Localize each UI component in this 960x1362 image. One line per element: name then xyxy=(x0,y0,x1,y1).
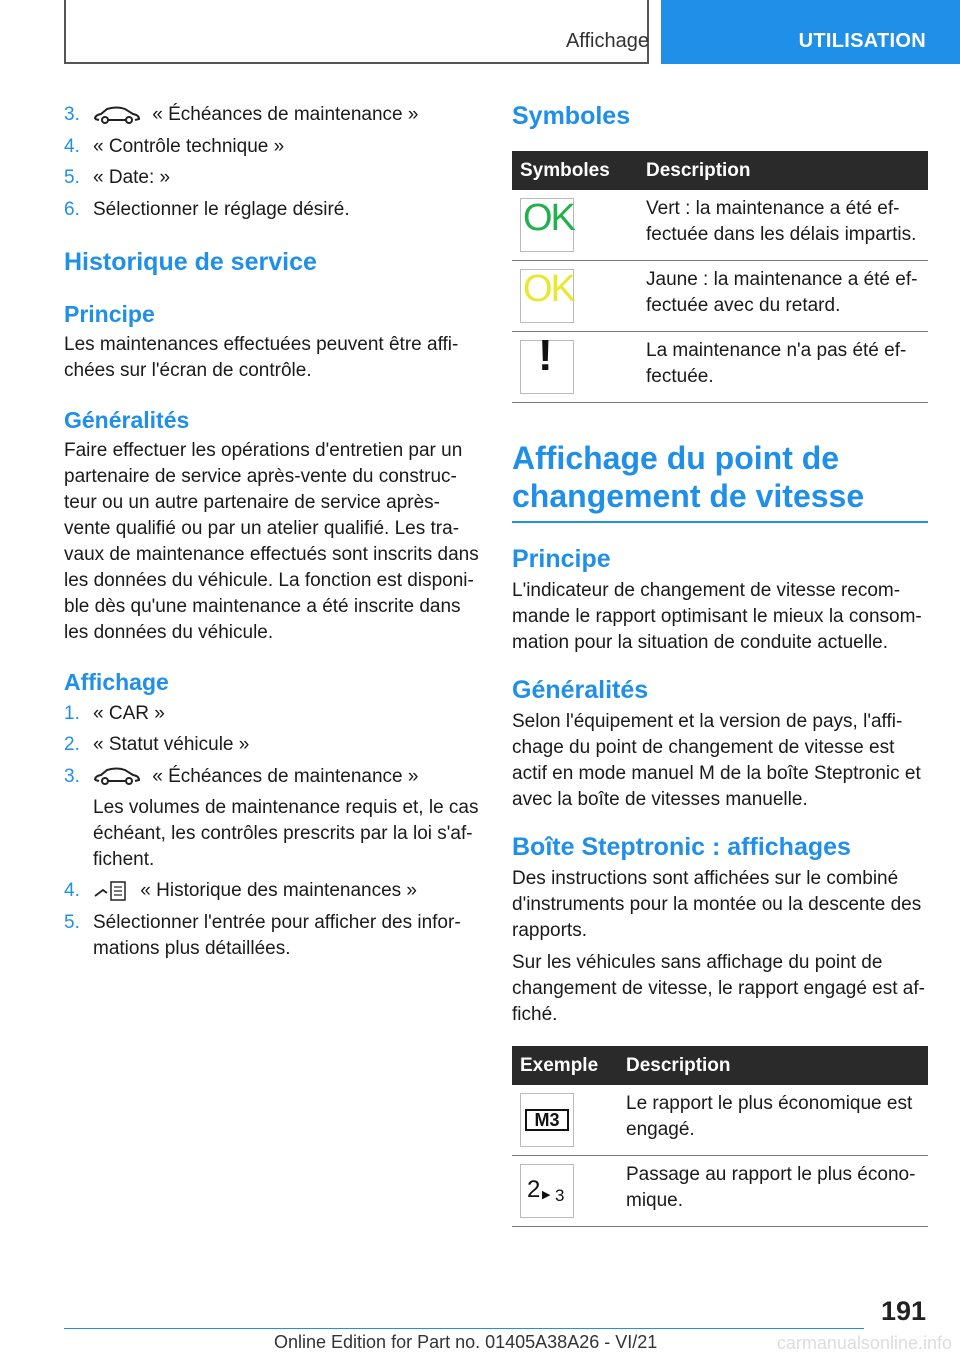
gear-example-table xyxy=(512,1046,928,1227)
list-item: 5. « Date: » xyxy=(64,167,171,188)
right-column xyxy=(512,102,928,1227)
ok-green-icon: OK xyxy=(520,198,574,252)
footer-divider xyxy=(64,1328,864,1329)
subsection-title-generalites: Généralités xyxy=(512,676,649,704)
table-cell: La maintenance n'a pas été ef-fectuée. xyxy=(638,332,928,403)
table-cell: Le rapport le plus économique est engagé. xyxy=(618,1085,928,1156)
table-row xyxy=(512,190,928,261)
watermark: carmanualsonline.info xyxy=(776,1333,952,1353)
header-chapter-label: UTILISATION xyxy=(798,30,926,52)
table-row xyxy=(512,1156,928,1227)
car-icon xyxy=(93,766,141,786)
steptronic-paragraph-1: Des instructions sont affichées sur le combiné d'instruments pour la montée ou la descente des rapports. xyxy=(512,868,922,941)
list-item: 3. « Échéances de maintenance » Les volumes de maintenance requis et, le cas échéant, les contrôles prescrits par la loi s'af-fichent. xyxy=(64,764,482,873)
gear-shift-icon: 2 ▶ 3 xyxy=(520,1164,574,1218)
table-header: Description xyxy=(618,1046,928,1085)
table-header: Exemple xyxy=(512,1046,618,1085)
table-header: Symboles xyxy=(512,151,638,190)
exclamation-icon: ! xyxy=(520,340,574,394)
maintenance-steps-list xyxy=(64,102,482,223)
subsection-title-generalites: Généralités xyxy=(64,406,190,433)
ok-yellow-icon: OK xyxy=(520,269,574,323)
page-number: 191 xyxy=(880,1296,926,1326)
principe-paragraph: L'indicateur de changement de vitesse recom-mande le rapport optimisant le mieux la consom-mation pour la situation de conduite actuelle. xyxy=(512,580,922,653)
subsection-title-affichage: Affichage xyxy=(64,668,169,695)
affichage-steps-list xyxy=(64,701,482,962)
steptronic-paragraph-2: Sur les véhicules sans affichage du point de changement de vitesse, le rapport engagé est af-fiché. xyxy=(512,952,925,1025)
section-title-shift-point: Affichage du point de changement de vitesse xyxy=(512,439,928,523)
subsection-title-steptronic: Boîte Steptronic : affichages xyxy=(512,833,851,861)
symbols-table xyxy=(512,151,928,403)
history-icon xyxy=(93,880,129,902)
list-item: 2. « Statut véhicule » xyxy=(64,734,250,755)
table-header: Description xyxy=(638,151,928,190)
car-icon xyxy=(93,105,141,125)
list-item-detail: Les volumes de maintenance requis et, le cas échéant, les contrôles prescrits par la loi s'af-fichent. xyxy=(93,796,479,870)
list-item: 6. Sélectionner le réglage désiré. xyxy=(64,198,350,220)
header-bar xyxy=(64,0,649,64)
section-title-historique: Historique de service xyxy=(64,247,317,276)
generalites-paragraph: Selon l'équipement et la version de pays, l'affi-chage du point de changement de vitesse est actif en mode manuel M de la boîte Steptronic et avec la boîte de vitesses manuelle. xyxy=(512,711,921,810)
list-item: 4. « Contrôle technique » xyxy=(64,135,285,157)
footer-edition: Online Edition for Part no. 01405A38A26 - VI/21 xyxy=(274,1332,658,1352)
table-cell: Jaune : la maintenance a été ef-fectuée avec du retard. xyxy=(638,261,928,332)
header-chapter-tab xyxy=(661,0,960,64)
table-cell: Passage au rapport le plus écono-mique. xyxy=(618,1156,928,1227)
list-item: 1. « CAR » xyxy=(64,702,165,724)
arrow-right-icon: ▶ xyxy=(542,1189,551,1201)
subsection-title-principe: Principe xyxy=(512,545,611,573)
list-item: 4. « Historique des maintenances » xyxy=(64,880,417,901)
principe-paragraph: Les maintenances effectuées peuvent être affi-chées sur l'écran de contrôle. xyxy=(64,333,459,381)
subsection-title-principe: Principe xyxy=(64,300,155,327)
table-cell: Vert : la maintenance a été ef-fectuée dans les délais impartis. xyxy=(638,190,928,261)
table-row xyxy=(512,332,928,403)
section-title-symboles: Symboles xyxy=(512,102,631,130)
table-row xyxy=(512,261,928,332)
list-item: 5. Sélectionner l'entrée pour afficher des infor-mations plus détaillées. xyxy=(64,911,461,959)
left-column xyxy=(64,102,482,967)
list-item: 3. « Échéances de maintenance » xyxy=(64,104,419,125)
table-row xyxy=(512,1085,928,1156)
m3-gear-icon: M3 xyxy=(520,1093,574,1147)
generalites-paragraph: Faire effectuer les opérations d'entretien par un partenaire de service après-vente du construc-teur ou un autre partenaire de service après-vente qualifié ou par un atelier qualifié. Les tra-vaux de maintenance effectués sont inscrits dans les données du véhicule. La fonction est disponi-ble dès qu'une maintenance a été inscrite dans les données du véhicule. xyxy=(64,439,479,643)
header-section-title: Affichage xyxy=(565,30,649,52)
